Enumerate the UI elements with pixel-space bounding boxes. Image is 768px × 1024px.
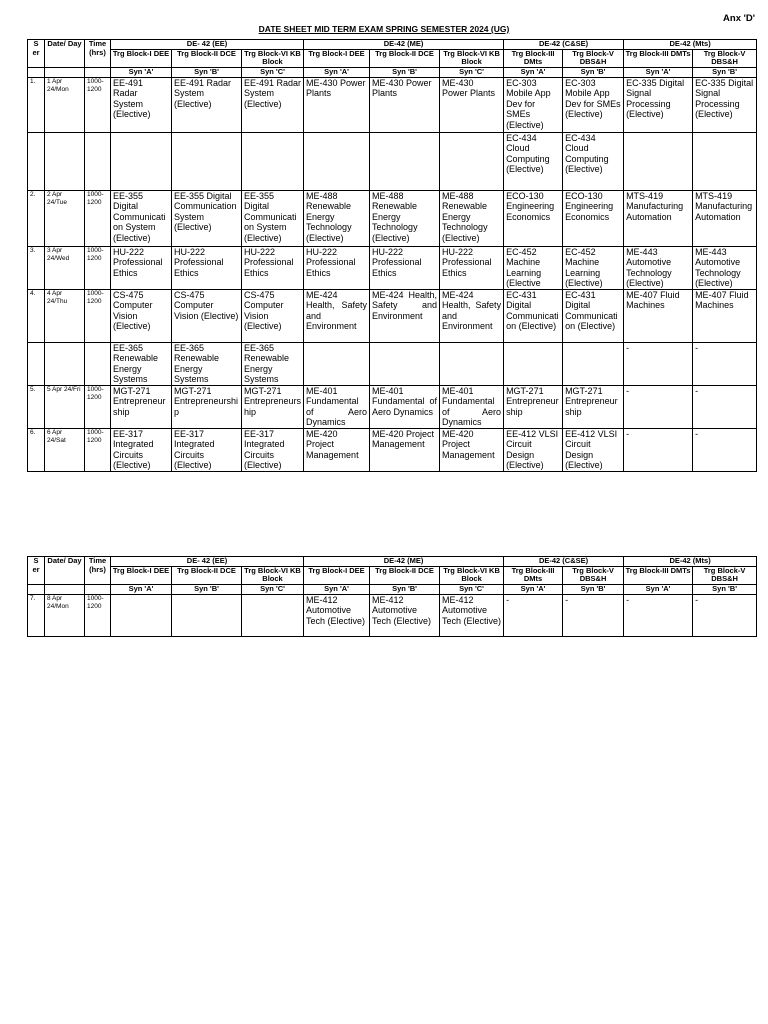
exam-cell: EC-434 Cloud Computing (Elective)	[563, 132, 624, 190]
header-block: Trg Block-II DCE	[370, 566, 440, 584]
date-cell: 4 Apr 24/Thu	[45, 289, 85, 342]
header-row-groups	[28, 557, 757, 567]
exam-cell: EE-317 Integrated Circuits (Elective)	[242, 428, 304, 471]
exam-cell: ME-424 Health, Safety and Environment	[370, 289, 440, 342]
header-syn: Syn 'A'	[304, 584, 370, 594]
header-row-syn	[28, 67, 757, 77]
exam-cell	[172, 132, 242, 190]
header-date: Date/ Day	[45, 557, 85, 585]
header-block: Trg Block-V DBS&H	[563, 49, 624, 67]
header-block: Trg Block-III DMts	[504, 49, 563, 67]
exam-cell: -	[624, 385, 693, 428]
time-cell: 1000-1200	[85, 190, 111, 246]
exam-cell: ME-407 Fluid Machines	[624, 289, 693, 342]
header-block: Trg Block-VI KB Block	[242, 49, 304, 67]
exam-cell: ME-401 Fundamental of Aero Dynamics	[304, 385, 370, 428]
exam-cell: ME-443 Automotive Technology (Elective)	[624, 246, 693, 289]
date-cell	[45, 342, 85, 385]
exam-cell: EE-365 Renewable Energy Systems	[172, 342, 242, 385]
header-block: Trg Block-III DMTs	[624, 566, 693, 584]
header-syn: Syn 'C'	[242, 67, 304, 77]
exam-cell: -	[693, 594, 757, 636]
serial-cell: 3.	[28, 246, 45, 289]
exam-cell: EE-365 Renewable Energy Systems	[111, 342, 172, 385]
time-cell: 1000-1200	[85, 594, 111, 636]
exam-cell: ME-488 Renewable Energy Technology (Elective)	[304, 190, 370, 246]
exam-cell	[111, 594, 172, 636]
exam-cell: EE-365 Renewable Energy Systems	[242, 342, 304, 385]
exam-cell	[304, 132, 370, 190]
exam-cell: ME-430 Power Plants	[440, 77, 504, 132]
header-block: Trg Block-V DBS&H	[693, 49, 757, 67]
header-block: Trg Block-I DEE	[304, 49, 370, 67]
header-syn: Syn 'C'	[242, 584, 304, 594]
date-cell: 3 Apr 24/Wed	[45, 246, 85, 289]
exam-cell	[370, 132, 440, 190]
header-block: Trg Block-I DEE	[304, 566, 370, 584]
header-syn: Syn 'A'	[111, 67, 172, 77]
exam-cell: MGT-271 Entrepreneurship	[504, 385, 563, 428]
serial-cell	[28, 132, 45, 190]
time-cell	[85, 132, 111, 190]
serial-cell: 4.	[28, 289, 45, 342]
header-syn: Syn 'C'	[440, 584, 504, 594]
exam-cell: -	[624, 428, 693, 471]
header-syn: Syn 'B'	[693, 584, 757, 594]
header-syn: Syn 'A'	[624, 67, 693, 77]
exam-cell: EE-355 Digital Communication System (Elective)	[242, 190, 304, 246]
exam-cell: HU-222 Professional Ethics	[370, 246, 440, 289]
header-date: Date/ Day	[45, 40, 85, 68]
exam-cell: CS-475 Computer Vision (Elective)	[242, 289, 304, 342]
header-syn: Syn 'B'	[563, 584, 624, 594]
exam-cell	[563, 342, 624, 385]
header-row-groups	[28, 40, 757, 50]
header-syn: Syn 'A'	[111, 584, 172, 594]
serial-cell	[28, 342, 45, 385]
header-block: Trg Block-III DMts	[504, 566, 563, 584]
exam-cell	[370, 342, 440, 385]
exam-cell: EE-355 Digital Communication System (Elective)	[111, 190, 172, 246]
header-group: DE-42 (Mts)	[624, 557, 757, 567]
exam-cell: HU-222 Professional Ethics	[172, 246, 242, 289]
time-cell: 1000-1200	[85, 385, 111, 428]
exam-cell: ME-412 Automotive Tech (Elective)	[304, 594, 370, 636]
header-block: Trg Block-I DEE	[111, 566, 172, 584]
table-row	[28, 246, 757, 289]
exam-cell: EC-303 Mobile App Dev for SMEs (Elective)	[504, 77, 563, 132]
exam-cell	[172, 594, 242, 636]
serial-cell: 6.	[28, 428, 45, 471]
header-block: Trg Block-II DCE	[370, 49, 440, 67]
serial-cell: 5.	[28, 385, 45, 428]
exam-cell: EE-491 Radar System (Elective)	[111, 77, 172, 132]
annex-label: Anx 'D'	[723, 13, 755, 24]
date-cell: 6 Apr 24/Sat	[45, 428, 85, 471]
exam-cell: CS-475 Computer Vision (Elective)	[172, 289, 242, 342]
exam-cell: MGT-271 Entrepreneurship	[172, 385, 242, 428]
exam-cell	[242, 594, 304, 636]
header-group: DE-42 (ME)	[304, 557, 504, 567]
header-syn: Syn 'A'	[504, 584, 563, 594]
exam-cell: ME-488 Renewable Energy Technology (Elective)	[440, 190, 504, 246]
exam-cell: MTS-419 Manufacturing Automation	[624, 190, 693, 246]
exam-cell: EE-491 Radar System (Elective)	[242, 77, 304, 132]
exam-cell: EE-412 VLSI Circuit Design (Elective)	[504, 428, 563, 471]
exam-cell: -	[504, 594, 563, 636]
exam-cell: EE-412 VLSI Circuit Design (Elective)	[563, 428, 624, 471]
header-group: DE-42 (Mts)	[624, 40, 757, 50]
exam-cell: EC-431 Digital Communication (Elective)	[563, 289, 624, 342]
header-group: DE-42 (C&SE)	[504, 40, 624, 50]
header-syn: Syn 'B'	[172, 67, 242, 77]
exam-cell: HU-222 Professional Ethics	[304, 246, 370, 289]
exam-cell: ME-412 Automotive Tech (Elective)	[370, 594, 440, 636]
header-block: Trg Block-I DEE	[111, 49, 172, 67]
header-row-syn	[28, 584, 757, 594]
header-syn: Syn 'B'	[172, 584, 242, 594]
header-sr: S er	[28, 40, 45, 68]
exam-cell: CS-475 Computer Vision (Elective)	[111, 289, 172, 342]
header-block: Trg Block-III DMTs	[624, 49, 693, 67]
header-syn: Syn 'B'	[563, 67, 624, 77]
header-syn: Syn 'B'	[370, 67, 440, 77]
exam-cell: EE-355 Digital Communication System (Elective)	[172, 190, 242, 246]
exam-cell: EC-335 Digital Signal Processing (Elective)	[693, 77, 757, 132]
exam-cell: ME-407 Fluid Machines	[693, 289, 757, 342]
exam-cell: ECO-130 Engineering Economics	[504, 190, 563, 246]
date-cell: 8 Apr 24/Mon	[45, 594, 85, 636]
table-row	[28, 385, 757, 428]
exam-cell	[242, 132, 304, 190]
exam-cell: MTS-419 Manufacturing Automation	[693, 190, 757, 246]
table-row	[28, 289, 757, 342]
exam-cell: MGT-271 Entrepreneurship	[242, 385, 304, 428]
header-block: Trg Block-II DCE	[172, 566, 242, 584]
header-time: Time (hrs)	[85, 557, 111, 585]
header-block: Trg Block-VI KB Block	[440, 49, 504, 67]
exam-cell: ME-401 Fundamental of Aero Dynamics	[370, 385, 440, 428]
header-block: Trg Block-II DCE	[172, 49, 242, 67]
exam-cell: -	[624, 594, 693, 636]
exam-cell	[440, 132, 504, 190]
time-cell: 1000-1200	[85, 428, 111, 471]
header-group: DE- 42 (EE)	[111, 557, 304, 567]
exam-cell	[693, 132, 757, 190]
table-row	[28, 132, 757, 190]
header-group: DE-42 (ME)	[304, 40, 504, 50]
exam-cell: EC-434 Cloud Computing (Elective)	[504, 132, 563, 190]
exam-cell: ME-430 Power Plants	[370, 77, 440, 132]
time-cell: 1000-1200	[85, 77, 111, 132]
time-cell: 1000-1200	[85, 289, 111, 342]
exam-cell: EE-317 Integrated Circuits (Elective)	[172, 428, 242, 471]
exam-cell	[440, 342, 504, 385]
header-time: Time (hrs)	[85, 40, 111, 68]
exam-cell	[111, 132, 172, 190]
serial-cell: 7.	[28, 594, 45, 636]
exam-cell: EC-335 Digital Signal Processing (Elective)	[624, 77, 693, 132]
exam-cell	[304, 342, 370, 385]
exam-cell: EC-303 Mobile App Dev for SMEs (Elective)	[563, 77, 624, 132]
header-row-blocks	[28, 566, 757, 584]
time-cell	[85, 342, 111, 385]
exam-cell: EC-452 Machine Learning (Elective	[504, 246, 563, 289]
table-row	[28, 428, 757, 471]
table-row	[28, 342, 757, 385]
table-row	[28, 77, 757, 132]
exam-cell: ME-420 Project Management	[304, 428, 370, 471]
exam-cell: EC-452 Machine Learning (Elective)	[563, 246, 624, 289]
time-cell: 1000-1200	[85, 246, 111, 289]
serial-cell: 2.	[28, 190, 45, 246]
exam-cell: ME-420 Project Management	[440, 428, 504, 471]
page-title: DATE SHEET MID TERM EXAM SPRING SEMESTER 2024 (UG)	[258, 24, 510, 34]
exam-cell: MGT-271 Entrepreneurship	[563, 385, 624, 428]
exam-cell: -	[624, 342, 693, 385]
exam-cell: -	[563, 594, 624, 636]
exam-cell: HU-222 Professional Ethics	[440, 246, 504, 289]
exam-cell: HU-222 Professional Ethics	[111, 246, 172, 289]
exam-cell	[504, 342, 563, 385]
exam-cell: EC-431 Digital Communication (Elective)	[504, 289, 563, 342]
header-block: Trg Block-VI KB Block	[242, 566, 304, 584]
header-syn: Syn 'B'	[693, 67, 757, 77]
table-row	[28, 594, 757, 636]
header-syn: Syn 'A'	[624, 584, 693, 594]
date-cell	[45, 132, 85, 190]
serial-cell: 1.	[28, 77, 45, 132]
table-row	[28, 190, 757, 246]
header-block: Trg Block-V DBS&H	[693, 566, 757, 584]
exam-cell: ME-430 Power Plants	[304, 77, 370, 132]
exam-cell: ME-424 Health, Safety and Environment	[304, 289, 370, 342]
exam-cell: ME-420 Project Management	[370, 428, 440, 471]
header-group: DE- 42 (EE)	[111, 40, 304, 50]
exam-cell: ME-488 Renewable Energy Technology (Elective)	[370, 190, 440, 246]
exam-cell	[624, 132, 693, 190]
exam-cell: -	[693, 428, 757, 471]
date-cell: 5 Apr 24/Fri	[45, 385, 85, 428]
exam-cell: ECO-130 Engineering Economics	[563, 190, 624, 246]
exam-cell: EE-317 Integrated Circuits (Elective)	[111, 428, 172, 471]
exam-cell: ME-424 Health, Safety and Environment	[440, 289, 504, 342]
exam-cell: -	[693, 342, 757, 385]
header-syn: Syn 'A'	[304, 67, 370, 77]
header-syn: Syn 'C'	[440, 67, 504, 77]
exam-cell: -	[693, 385, 757, 428]
exam-cell: MGT-271 Entrepreneurship	[111, 385, 172, 428]
exam-cell: EE-491 Radar System (Elective)	[172, 77, 242, 132]
exam-cell: ME-443 Automotive Technology (Elective)	[693, 246, 757, 289]
header-sr: S er	[28, 557, 45, 585]
header-block: Trg Block-VI KB Block	[440, 566, 504, 584]
header-row-blocks	[28, 49, 757, 67]
date-sheet-table-2	[27, 556, 757, 637]
exam-cell: ME-412 Automotive Tech (Elective)	[440, 594, 504, 636]
exam-cell: ME-401 Fundamental of Aero Dynamics	[440, 385, 504, 428]
header-syn: Syn 'A'	[504, 67, 563, 77]
header-group: DE-42 (C&SE)	[504, 557, 624, 567]
date-cell: 2 Apr 24/Tue	[45, 190, 85, 246]
header-syn: Syn 'B'	[370, 584, 440, 594]
date-sheet-table-1	[27, 39, 757, 472]
header-block: Trg Block-V DBS&H	[563, 566, 624, 584]
exam-cell: HU-222 Professional Ethics	[242, 246, 304, 289]
date-cell: 1 Apr 24/Mon	[45, 77, 85, 132]
